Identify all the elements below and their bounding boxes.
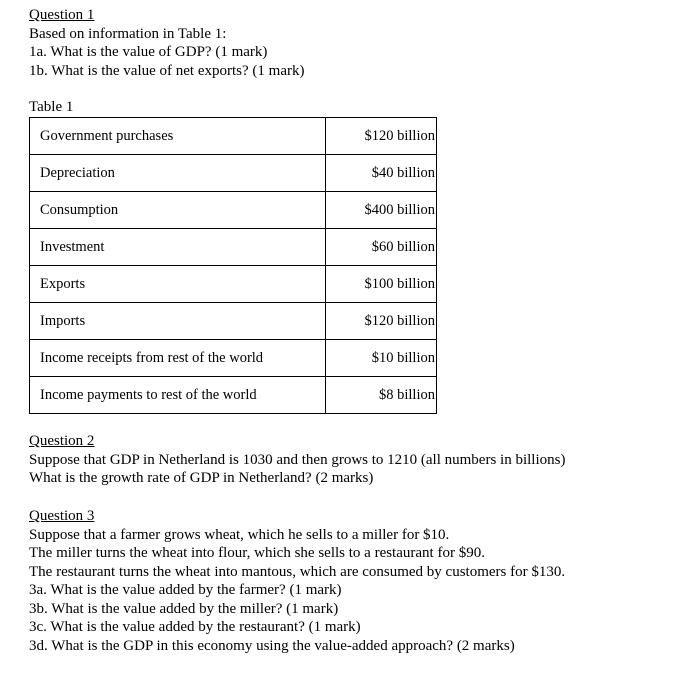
question-3-block [29, 507, 565, 655]
question-3b: 3b. What is the value added by the miller? (1 mark) [29, 600, 339, 617]
question-3d: 3d. What is the GDP in this economy using the value-added approach? (2 marks) [29, 637, 515, 654]
row-label: Consumption [30, 192, 326, 229]
question-3-text-farmer: Suppose that a farmer grows wheat, which he sells to a miller for $10. [29, 526, 450, 543]
table-row [30, 340, 437, 377]
question-3c: 3c. What is the value added by the restaurant? (1 mark) [29, 619, 361, 635]
question-3-heading: Question 3 [29, 508, 95, 524]
row-label: Imports [30, 303, 326, 340]
row-value: $400 billion [325, 192, 436, 229]
table-row [30, 377, 437, 414]
row-value: $40 billion [325, 155, 436, 192]
question-3-text-miller: The miller turns the wheat into flour, which she sells to a restaurant for $90. [29, 545, 485, 561]
question-1-intro: Based on information in Table 1: [29, 25, 227, 42]
row-label: Investment [30, 229, 326, 266]
question-1-block [29, 6, 304, 80]
question-2-text: Suppose that GDP in Netherland is 1030 and then grows to 1210 (all numbers in billions) [29, 451, 566, 468]
row-value: $100 billion [325, 266, 436, 303]
table-row [30, 303, 437, 340]
row-value: $60 billion [325, 229, 436, 266]
table-row [30, 229, 437, 266]
question-1a: 1a. What is the value of GDP? (1 mark) [29, 44, 268, 60]
table-row [30, 266, 437, 303]
question-3-text-restaurant: The restaurant turns the wheat into mantous, which are consumed by customers for $130. [29, 563, 566, 580]
row-label: Government purchases [30, 118, 326, 155]
question-2-block [29, 432, 565, 488]
row-label: Income payments to rest of the world [30, 377, 326, 414]
row-label: Income receipts from rest of the world [30, 340, 326, 377]
question-3a: 3a. What is the value added by the farmer? (1 mark) [29, 582, 342, 598]
question-2-ask: What is the growth rate of GDP in Netherland? (2 marks) [29, 470, 374, 486]
row-label: Exports [30, 266, 326, 303]
table-1-caption: Table 1 [29, 99, 74, 115]
row-value: $10 billion [325, 340, 436, 377]
table-1 [29, 117, 437, 414]
table-row [30, 118, 437, 155]
row-label: Depreciation [30, 155, 326, 192]
row-value: $120 billion [325, 303, 436, 340]
table-row [30, 155, 437, 192]
question-1-heading: Question 1 [29, 7, 95, 23]
question-2-heading: Question 2 [29, 433, 95, 449]
table-row [30, 192, 437, 229]
row-value: $8 billion [325, 377, 436, 414]
row-value: $120 billion [325, 118, 436, 155]
question-1b: 1b. What is the value of net exports? (1 mark) [29, 62, 305, 79]
